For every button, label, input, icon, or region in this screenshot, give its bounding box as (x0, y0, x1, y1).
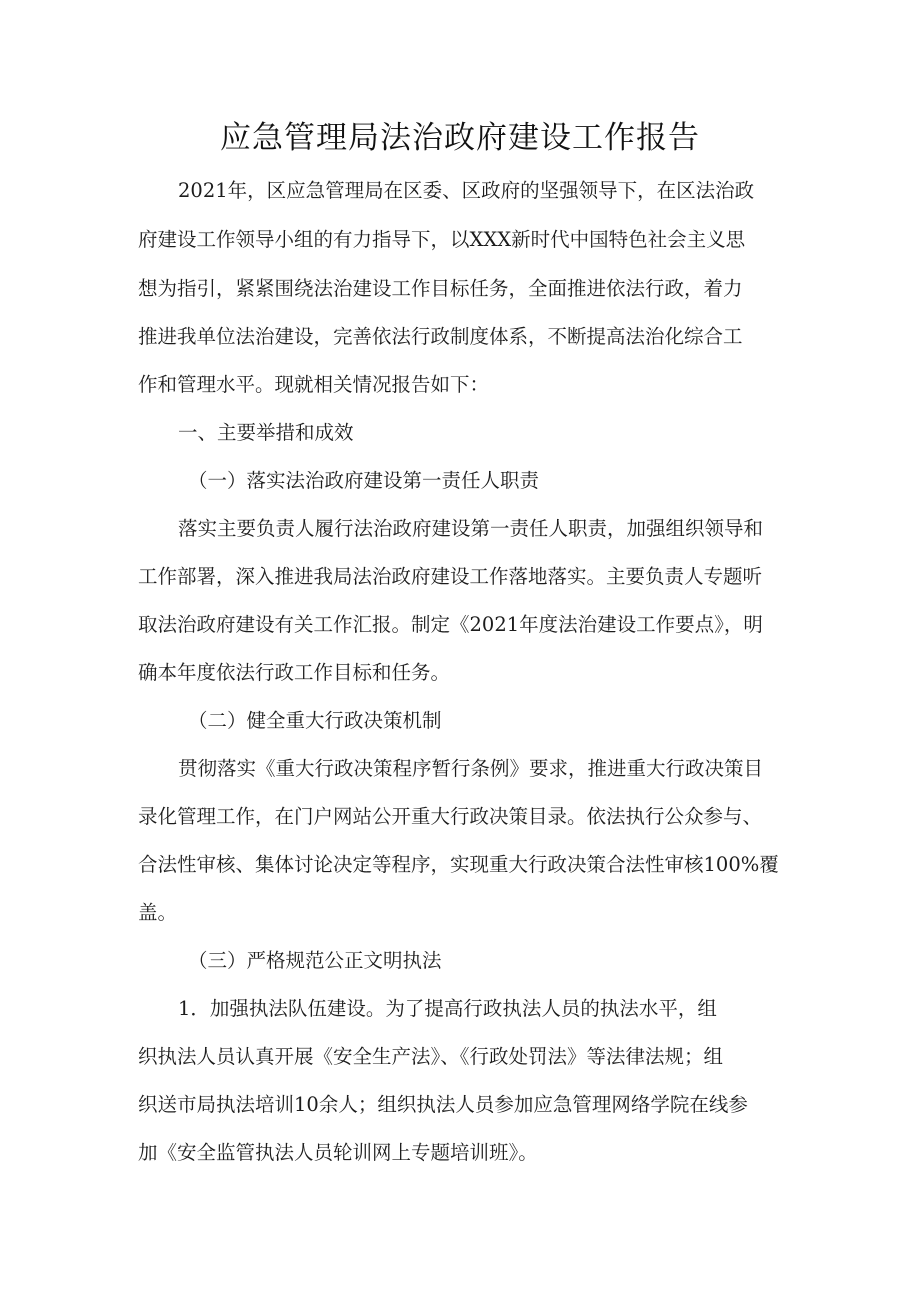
paragraph-line: 织送市局执法培训10余人；组织执法人员参加应急管理网络学院在线参 (138, 1093, 748, 1116)
paragraph-line: 合法性审核、集体讨论决定等程序，实现重大行政决策合法性审核100%覆 (138, 853, 779, 876)
paragraph-line: 盖。 (138, 901, 178, 924)
paragraph-line: 推进我单位法治建设，完善依法行政制度体系，不断提高法治化综合工 (138, 325, 743, 348)
paragraph-line: 2021年，区应急管理局在区委、区政府的坚强领导下，在区法治政 (178, 179, 755, 202)
paragraph-line: 确本年度依法行政工作目标和任务。 (138, 661, 451, 684)
list-item-line: 1．加强执法队伍建设。为了提高行政执法人员的执法水平，组 (178, 997, 717, 1020)
subsection-heading: （三）严格规范公正文明执法 (188, 949, 442, 972)
paragraph-line: 织执法人员认真开展《安全生产法》、《行政处罚法》等法律法规；组 (138, 1045, 724, 1068)
paragraph-line: 录化管理工作，在门户网站公开重大行政决策目录。依法执行公众参与、 (138, 805, 763, 828)
paragraph-line: 作和管理水平。现就相关情况报告如下： (138, 373, 490, 396)
subsection-heading: （一）落实法治政府建设第一责任人职责 (188, 469, 540, 492)
paragraph-line: 取法治政府建设有关工作汇报。制定《2021年度法治建设工作要点》，明 (138, 613, 763, 636)
subsection-heading: （二）健全重大行政决策机制 (188, 709, 442, 732)
paragraph-line: 府建设工作领导小组的有力指导下，以XXX新时代中国特色社会主义思 (138, 228, 746, 251)
paragraph-line: 落实主要负责人履行法治政府建设第一责任人职责，加强组织领导和 (178, 517, 764, 540)
paragraph-line: 工作部署，深入推进我局法治政府建设工作落地落实。主要负责人专题听 (138, 565, 763, 588)
section-heading: 一、主要举措和成效 (178, 421, 354, 444)
paragraph-line: 贯彻落实《重大行政决策程序暂行条例》要求，推进重大行政决策目 (178, 757, 764, 780)
paragraph-line: 加《安全监管执法人员轮训网上专题培训班》。 (138, 1141, 538, 1164)
document-title: 应急管理局法治政府建设工作报告 (220, 120, 700, 156)
paragraph-line: 想为指引，紧紧围绕法治建设工作目标任务，全面推进依法行政，着力 (138, 277, 743, 300)
